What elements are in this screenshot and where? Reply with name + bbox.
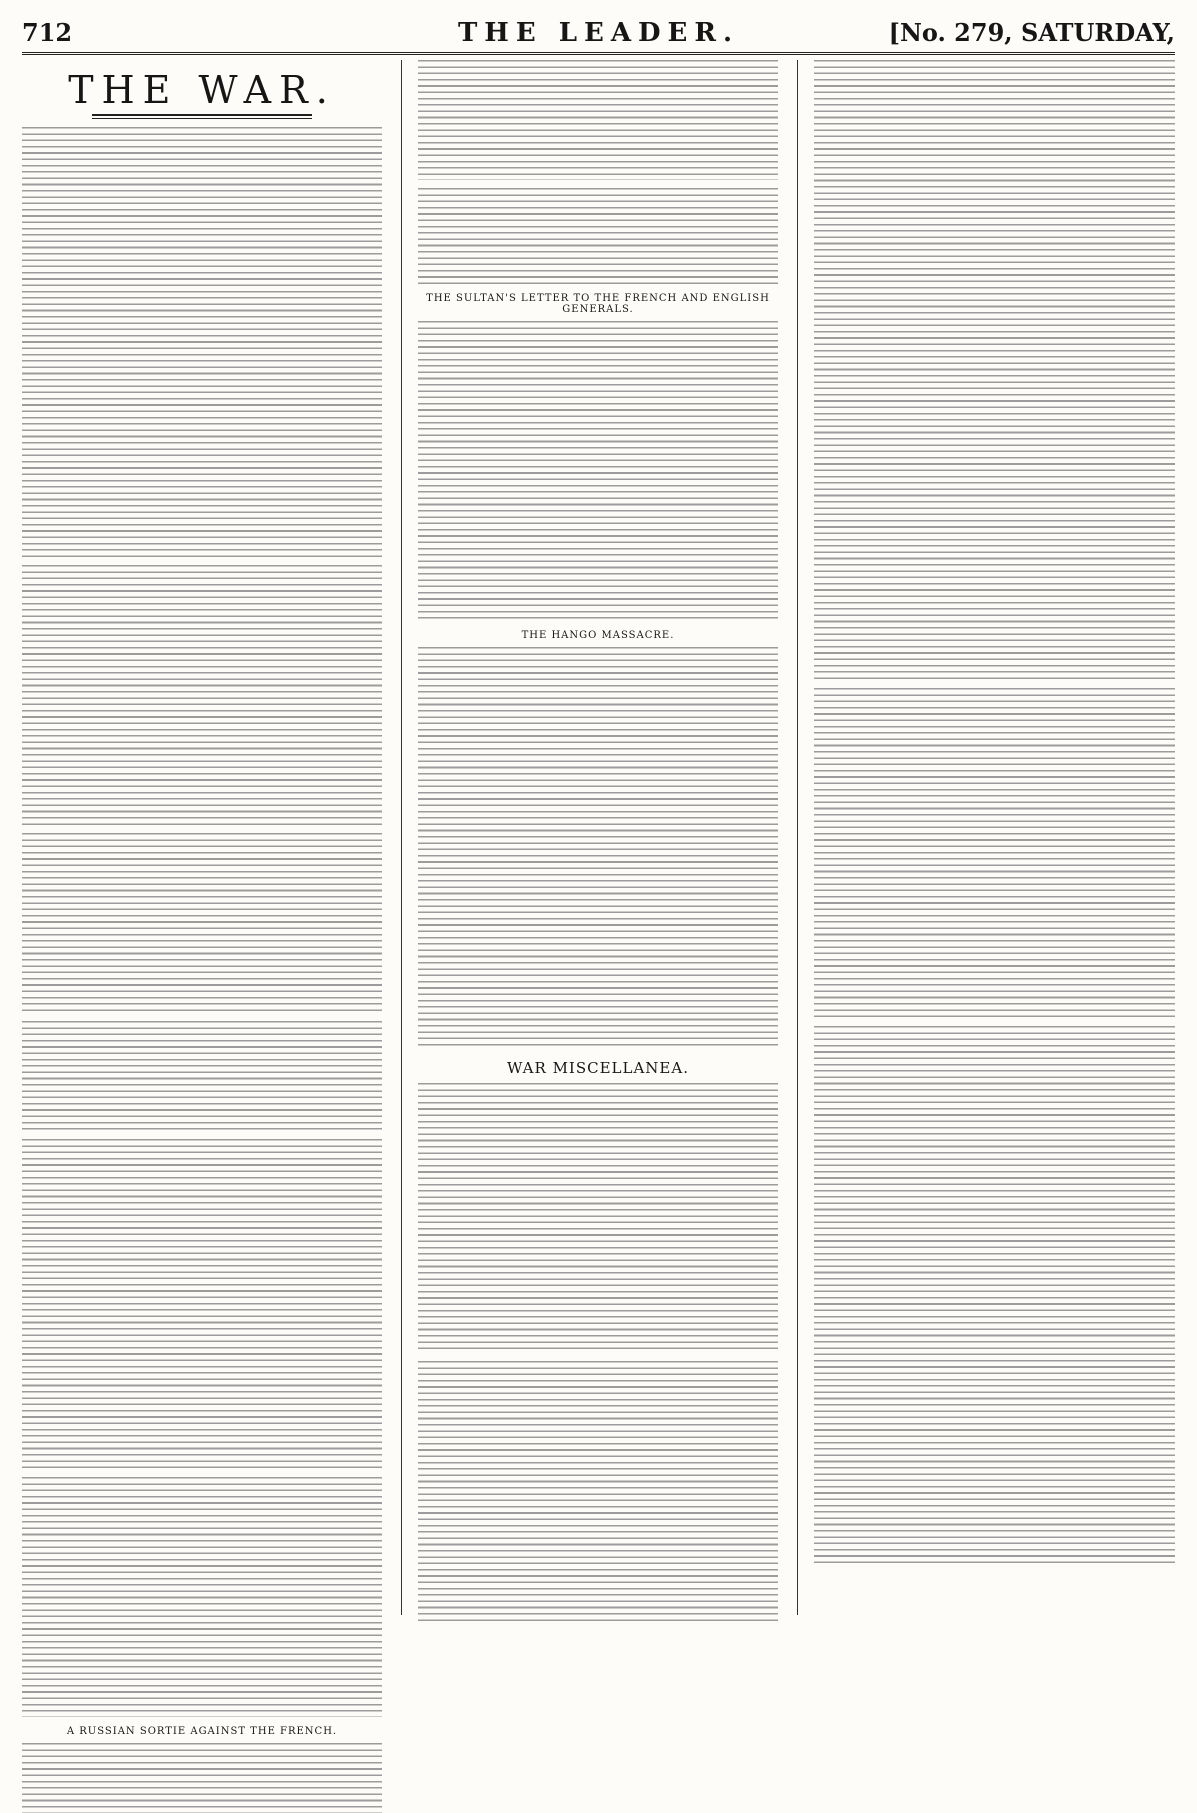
text-block <box>418 60 778 180</box>
text-block <box>22 1021 382 1131</box>
text-block <box>22 565 382 825</box>
text-block <box>22 1477 382 1717</box>
column-rule <box>797 60 798 1615</box>
column-2 <box>418 60 778 1615</box>
text-block <box>22 833 382 1013</box>
column-1 <box>22 60 382 1737</box>
text-block <box>814 688 1175 1018</box>
issue-info: [No. 279, SATURDAY, <box>888 18 1175 47</box>
text-block <box>418 188 778 284</box>
column-rule <box>401 60 402 1615</box>
page-number: 712 <box>22 18 73 47</box>
text-block <box>418 1361 778 1621</box>
text-block <box>814 1026 1175 1566</box>
article-title: THE WAR. <box>68 68 336 112</box>
masthead-rule <box>22 52 1175 55</box>
text-block <box>418 647 778 1047</box>
subhead: THE SULTAN'S LETTER TO THE FRENCH AND ENGLISH GENERALS. <box>426 293 770 315</box>
masthead <box>22 18 1175 46</box>
text-block <box>22 127 382 557</box>
subhead: A RUSSIAN SORTIE AGAINST THE FRENCH. <box>66 1726 338 1737</box>
column-3 <box>814 60 1175 1615</box>
subhead: THE HANGO MASSACRE. <box>521 630 675 641</box>
section-heading: WAR MISCELLANEA. <box>507 1059 689 1077</box>
text-block <box>22 1743 382 1813</box>
paper-name: THE LEADER. <box>457 18 740 48</box>
text-block <box>814 60 1175 680</box>
title-rule <box>92 114 312 119</box>
text-block <box>418 1083 778 1353</box>
text-block <box>418 321 778 621</box>
text-block <box>22 1139 382 1469</box>
